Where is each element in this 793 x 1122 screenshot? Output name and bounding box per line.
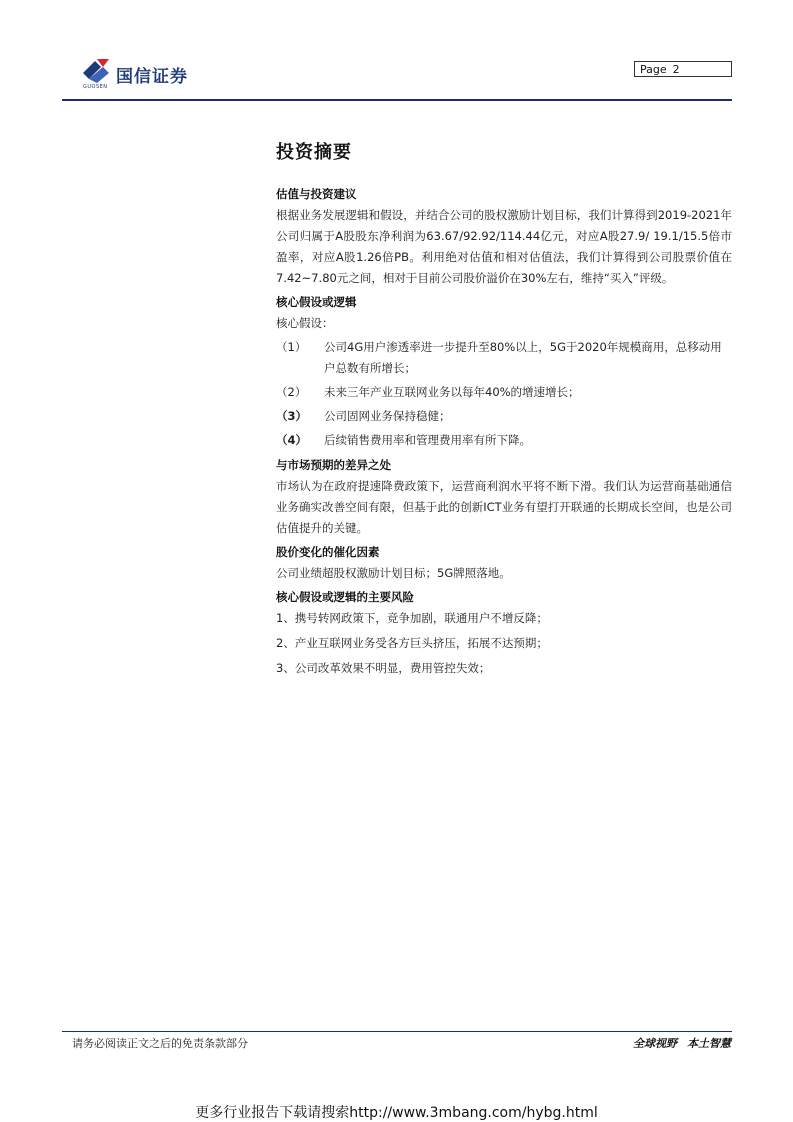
brand-name: 国信证券 bbox=[116, 67, 188, 87]
list-item bbox=[276, 406, 732, 427]
list-item bbox=[276, 337, 732, 379]
page-number: 2 bbox=[672, 63, 680, 76]
list-item-number: （3） bbox=[276, 409, 308, 423]
list-item-number: （2） bbox=[276, 385, 307, 399]
list-item-text: 公司4G用户渗透率进一步提升至80%以上，5G于2020年规模商用，总移动用户总数有所增长； bbox=[324, 340, 722, 375]
valuation-paragraph: 根据业务发展逻辑和假设，并结合公司的股权激励计划目标，我们计算得到2019-2021年公司归属于A股股东净利润为63.67/92.92/114.44亿元，对应A股27.9/ 19.1/15.5倍市盈率，对应A股1.26倍PB。利用绝对估值和相对估值法，我们计算得到公司股票价值在7.42~7.80元之间，相对于目前公司股价溢价在30%左右，维持“买入”评级。 bbox=[276, 208, 732, 285]
main-content bbox=[276, 140, 732, 683]
list-item-text: 后续销售费用率和管理费用率有所下降。 bbox=[324, 433, 531, 447]
page-title: 投资摘要 bbox=[276, 142, 352, 163]
disclaimer-text: 请务必阅读正文之后的免责条款部分 bbox=[72, 1037, 248, 1050]
list-item-text: 公司固网业务保持稳健； bbox=[324, 409, 451, 423]
list-item-number: （4） bbox=[276, 433, 308, 447]
page-indicator bbox=[634, 61, 732, 77]
slogan-right: 本土智慧 bbox=[687, 1037, 731, 1050]
download-link-text: 更多行业报告下载请搜索http://www.3mbang.com/hybg.html bbox=[195, 1105, 598, 1121]
risk-item: 2、产业互联网业务受各方巨头挤压，拓展不达预期； bbox=[276, 636, 548, 650]
brand-sub: GUOSEN bbox=[83, 84, 108, 90]
slogan bbox=[633, 1035, 731, 1051]
assumptions-intro: 核心假设： bbox=[276, 316, 334, 330]
section-heading-catalyst: 股价变化的催化因素 bbox=[276, 545, 380, 559]
assumptions-list bbox=[276, 337, 732, 451]
section-heading-difference: 与市场预期的差异之处 bbox=[276, 458, 391, 472]
slogan-left: 全球视野 bbox=[633, 1037, 677, 1050]
list-item-text: 未来三年产业互联网业务以每年40%的增速增长； bbox=[324, 385, 580, 399]
list-item bbox=[276, 382, 732, 403]
footer-rule bbox=[62, 1031, 732, 1032]
risk-item: 3、公司改革效果不明显，费用管控失效； bbox=[276, 661, 491, 675]
list-item-number: （1） bbox=[276, 340, 307, 354]
list-item bbox=[276, 430, 732, 451]
catalyst-paragraph: 公司业绩超股权激励计划目标；5G牌照落地。 bbox=[276, 566, 511, 580]
section-heading-valuation: 估值与投资建议 bbox=[276, 187, 357, 201]
header-rule bbox=[62, 99, 732, 101]
section-heading-assumptions: 核心假设或逻辑 bbox=[276, 295, 357, 309]
page-label: Page bbox=[640, 63, 667, 76]
section-heading-risks: 核心假设或逻辑的主要风险 bbox=[276, 590, 414, 604]
difference-paragraph: 市场认为在政府提速降费政策下，运营商利润水平将不断下滑。我们认为运营商基础通信业务确实改善空间有限，但基于此的创新ICT业务有望打开联通的长期成长空间，也是公司估值提升的关键。 bbox=[276, 479, 732, 535]
risk-item: 1、携号转网政策下，竞争加剧，联通用户不增反降； bbox=[276, 611, 548, 625]
